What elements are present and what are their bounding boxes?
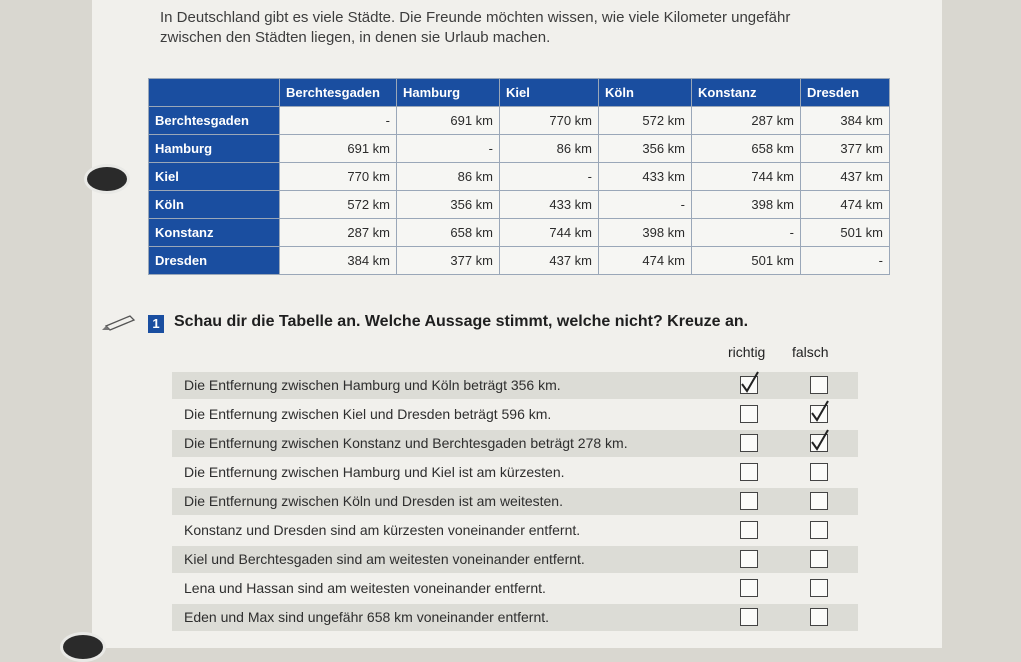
column-header: Dresden — [801, 79, 890, 107]
statement-text: Die Entfernung zwischen Konstanz und Berchtesgaden beträgt 278 km. — [184, 435, 628, 451]
distance-cell: 501 km — [692, 247, 801, 275]
distance-cell: 356 km — [599, 135, 692, 163]
distance-cell: - — [692, 219, 801, 247]
falsch-checkbox[interactable] — [810, 608, 828, 626]
distance-cell: 287 km — [280, 219, 397, 247]
distance-cell: 770 km — [280, 163, 397, 191]
distance-cell: 474 km — [801, 191, 890, 219]
richtig-checkbox[interactable] — [740, 376, 758, 394]
distance-cell: 437 km — [801, 163, 890, 191]
statement-text: Kiel und Berchtesgaden sind am weitesten voneinander entfernt. — [184, 551, 585, 567]
distance-cell: 744 km — [692, 163, 801, 191]
task-instruction: Schau dir die Tabelle an. Welche Aussage stimmt, welche nicht? Kreuze an. — [174, 313, 749, 330]
statement-row — [172, 546, 858, 573]
distance-cell: 398 km — [599, 219, 692, 247]
distance-cell: - — [280, 107, 397, 135]
distance-cell: 770 km — [500, 107, 599, 135]
row-header: Dresden — [149, 247, 280, 275]
statement-row — [172, 459, 858, 486]
richtig-header: richtig — [728, 344, 766, 360]
column-header: Hamburg — [397, 79, 500, 107]
table-row — [149, 135, 890, 163]
distance-cell: - — [397, 135, 500, 163]
statement-row — [172, 401, 858, 428]
falsch-checkbox[interactable] — [810, 405, 828, 423]
distance-cell: 658 km — [397, 219, 500, 247]
row-header: Konstanz — [149, 219, 280, 247]
distance-cell: 287 km — [692, 107, 801, 135]
punch-hole — [60, 632, 106, 662]
distance-cell: 356 km — [397, 191, 500, 219]
distance-cell: - — [801, 247, 890, 275]
distance-cell: 572 km — [599, 107, 692, 135]
distance-cell: 384 km — [280, 247, 397, 275]
column-header: Konstanz — [692, 79, 801, 107]
distance-cell: 501 km — [801, 219, 890, 247]
table-row — [149, 163, 890, 191]
statement-row — [172, 604, 858, 631]
table-corner — [149, 79, 280, 107]
task-heading — [100, 312, 860, 336]
richtig-checkbox[interactable] — [740, 521, 758, 539]
richtig-checkbox[interactable] — [740, 550, 758, 568]
distance-cell: 433 km — [500, 191, 599, 219]
column-header: Kiel — [500, 79, 599, 107]
falsch-checkbox[interactable] — [810, 434, 828, 452]
table-row — [149, 219, 890, 247]
distance-cell: - — [599, 191, 692, 219]
column-header: Köln — [599, 79, 692, 107]
distance-cell: 744 km — [500, 219, 599, 247]
distance-cell: 691 km — [397, 107, 500, 135]
distance-cell: 658 km — [692, 135, 801, 163]
statement-row — [172, 575, 858, 602]
distance-cell: 377 km — [801, 135, 890, 163]
row-header: Berchtesgaden — [149, 107, 280, 135]
distance-cell: 384 km — [801, 107, 890, 135]
distance-cell: 437 km — [500, 247, 599, 275]
intro-text: In Deutschland gibt es viele Städte. Die Freunde möchten wissen, wie viele Kilometer ungefähr zwischen den Städten liegen, in denen sie Urlaub machen. — [160, 9, 791, 46]
row-header: Hamburg — [149, 135, 280, 163]
statement-text: Die Entfernung zwischen Hamburg und Köln beträgt 356 km. — [184, 377, 561, 393]
falsch-checkbox[interactable] — [810, 521, 828, 539]
falsch-header: falsch — [792, 344, 829, 360]
distance-cell: 474 km — [599, 247, 692, 275]
richtig-checkbox[interactable] — [740, 608, 758, 626]
distance-cell: - — [500, 163, 599, 191]
distance-cell: 86 km — [500, 135, 599, 163]
statement-text: Die Entfernung zwischen Köln und Dresden ist am weitesten. — [184, 493, 563, 509]
richtig-checkbox[interactable] — [740, 405, 758, 423]
falsch-checkbox[interactable] — [810, 579, 828, 597]
richtig-checkbox[interactable] — [740, 434, 758, 452]
statement-text: Lena und Hassan sind am weitesten voneinander entfernt. — [184, 580, 546, 596]
task-number: 1 — [148, 315, 164, 333]
statement-row — [172, 488, 858, 515]
pencil-icon — [100, 312, 140, 337]
richtig-checkbox[interactable] — [740, 463, 758, 481]
statement-text: Die Entfernung zwischen Hamburg und Kiel ist am kürzesten. — [184, 464, 565, 480]
row-header: Kiel — [149, 163, 280, 191]
table-row — [149, 107, 890, 135]
distance-cell: 398 km — [692, 191, 801, 219]
punch-hole — [84, 164, 130, 194]
distance-cell: 377 km — [397, 247, 500, 275]
distance-cell: 691 km — [280, 135, 397, 163]
falsch-checkbox[interactable] — [810, 492, 828, 510]
statement-row — [172, 372, 858, 399]
table-row — [149, 191, 890, 219]
distance-cell: 572 km — [280, 191, 397, 219]
richtig-checkbox[interactable] — [740, 492, 758, 510]
statement-text: Eden und Max sind ungefähr 658 km voneinander entfernt. — [184, 609, 550, 625]
richtig-checkbox[interactable] — [740, 579, 758, 597]
statement-text: Konstanz und Dresden sind am kürzesten voneinander entfernt. — [184, 522, 581, 538]
distance-cell: 433 km — [599, 163, 692, 191]
row-header: Köln — [149, 191, 280, 219]
statement-row — [172, 430, 858, 457]
falsch-checkbox[interactable] — [810, 463, 828, 481]
table-row — [149, 247, 890, 275]
statement-row — [172, 517, 858, 544]
distance-cell: 86 km — [397, 163, 500, 191]
distance-table — [148, 78, 890, 275]
column-header: Berchtesgaden — [280, 79, 397, 107]
falsch-checkbox[interactable] — [810, 550, 828, 568]
falsch-checkbox[interactable] — [810, 376, 828, 394]
statement-text: Die Entfernung zwischen Kiel und Dresden beträgt 596 km. — [184, 406, 552, 422]
